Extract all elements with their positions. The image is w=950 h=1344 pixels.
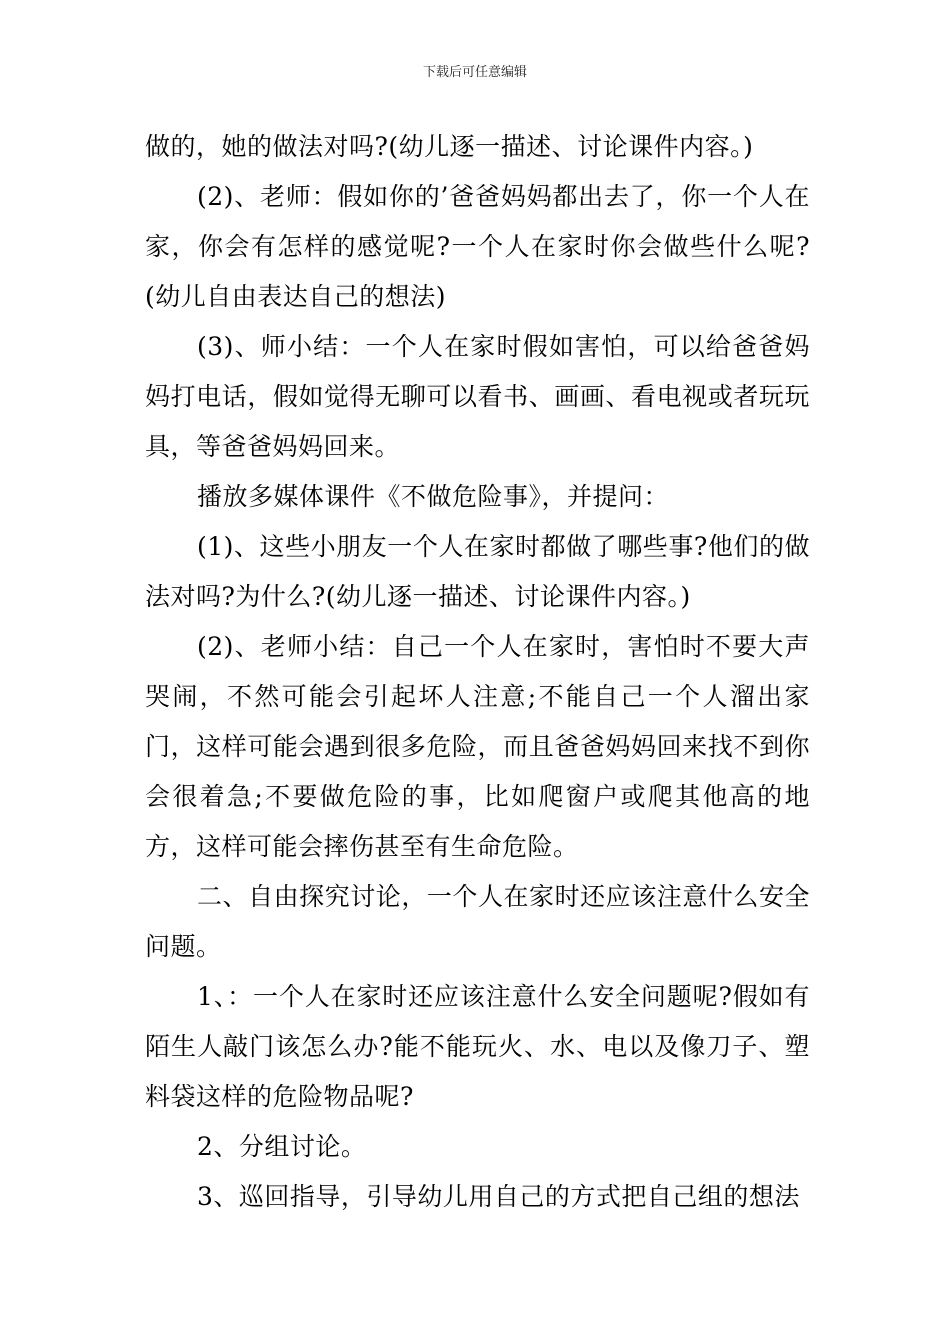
document-body: [145, 122, 810, 1222]
paragraph-6: (2)、老师小结：自己一个人在家时，害怕时不要大声哭闹，不然可能会引起坏人注意;不能自己一个人溜出家门，这样可能会遇到很多危险，而且爸爸妈妈回来找不到你会很着急;不要做危险的事，比如爬窗户或爬其他高的地方，这样可能会摔伤甚至有生命危险。: [145, 632, 810, 861]
paragraph-2: (2)、老师：假如你的’爸爸妈妈都出去了，你一个人在家，你会有怎样的感觉呢?一个人在家时你会做些什么呢?(幼儿自由表达自己的想法): [145, 182, 810, 311]
paragraph-9: 2、分组讨论。: [197, 1132, 367, 1161]
paragraph-3: (3)、师小结：一个人在家时假如害怕，可以给爸爸妈妈打电话，假如觉得无聊可以看书、画画、看电视或者玩玩具，等爸爸妈妈回来。: [145, 332, 810, 461]
page-header: 下载后可任意编辑: [422, 65, 527, 80]
paragraph-8: 1、：一个人在家时还应该注意什么安全问题呢?假如有陌生人敲门该怎么办?能不能玩火、水、电以及像刀子、塑料袋这样的危险物品呢?: [145, 982, 810, 1111]
paragraph-7: 二、自由探究讨论，一个人在家时还应该注意什么安全问题。: [145, 882, 810, 961]
paragraph-1: 做的，她的做法对吗?(幼儿逐一描述、讨论课件内容。): [145, 132, 754, 161]
paragraph-5: (1)、这些小朋友一个人在家时都做了哪些事?他们的做法对吗?为什么?(幼儿逐一描述、讨论课件内容。): [145, 532, 810, 611]
paragraph-10: 3、巡回指导，引导幼儿用自己的方式把自己组的想法: [197, 1182, 800, 1211]
paragraph-4: 播放多媒体课件《不做危险事》，并提问：: [197, 482, 670, 511]
